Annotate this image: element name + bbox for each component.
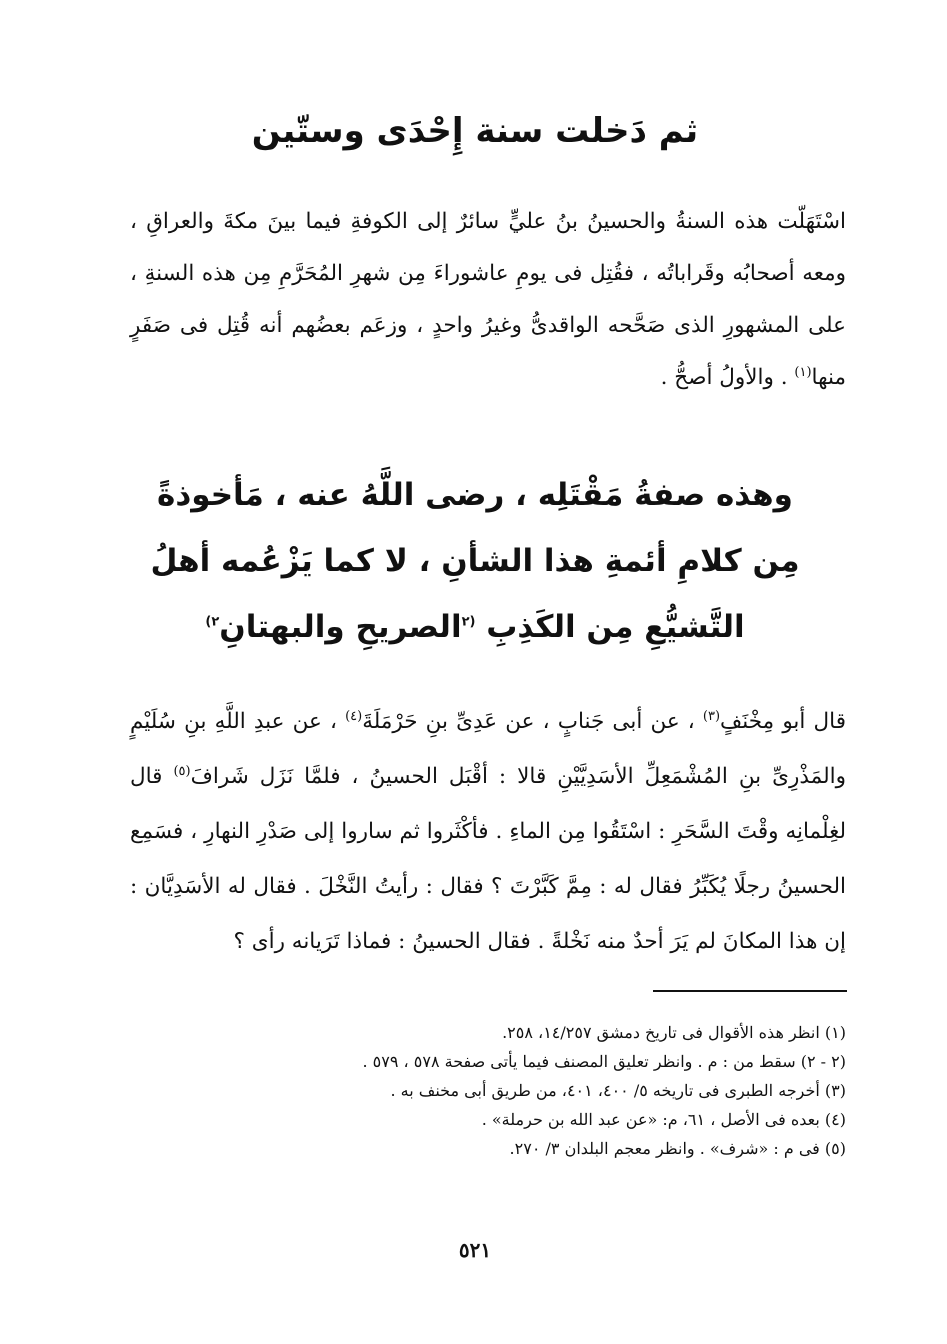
section-heading-line-3a: التَّشيُّعِ مِن الكَذِبِ xyxy=(475,609,745,645)
footnote-3: (٣) أخرجه الطبرى فى تاريخه ٥/ ٤٠٠، ٤٠١، من طريق أبى مخنف به . xyxy=(390,1081,846,1100)
footnote-ref-4: (٤) xyxy=(345,708,363,724)
section-heading-line-1: وهذه صفةُ مَقْتَلِه ، رضى اللَّهُ عنه ، مَأخوذةً xyxy=(157,477,793,513)
footnotes-list xyxy=(240,1018,846,1163)
footnote-ref-2-open: (٢ xyxy=(461,614,476,630)
section-heading-line-3b: الصريحِ والبهتانِ xyxy=(219,609,462,645)
footnote-4: (٤) بعده فى الأصل ، ٦١، م: «عن عبد الله بن حرملة» . xyxy=(481,1110,846,1129)
opening-paragraph xyxy=(130,196,846,404)
narration-part-c: ، عن عبدِ اللَّهِ بنِ سُلَيْمٍ والمَذْرِىِّ بنِ المُشْمَعِلِّ الأسَدِيَّيْنِ قالا : أقْبَل الحسينُ ، فلمَّا نَزَل شَرافَ xyxy=(130,709,846,789)
footnote-ref-3: (٣) xyxy=(702,708,721,724)
page-number: ٥٢١ xyxy=(458,1238,492,1262)
footnote-divider xyxy=(653,990,847,992)
opening-paragraph-text: اسْتَهَلّت هذه السنةُ والحسينُ بنُ عليٍّ سائرٌ إلى الكوفةِ فيما بينَ مكةَ والعراقِ ، ومعه أصحابُه وقَراباتُه ، فقُتِل فى يومِ عاشوراءَ مِن شهرِ المُحَرَّمِ مِن هذه السنةِ ، على المشهورِ الذى صَحَّحه الواقدىُّ وغيرُ واحدٍ ، وزعَم بعضُهم أنه قُتِل فى صَفَرٍ منها xyxy=(130,209,846,390)
narration-paragraph xyxy=(130,694,846,969)
footnote-ref-5: (٥) xyxy=(173,763,191,779)
year-heading: ثم دَخلت سنة إِحْدَى وستّين xyxy=(251,111,699,151)
narration-part-d: قال لغِلْمانِه وقْتَ السَّحَرِ : اسْتَقُوا مِن الماءِ . فأكْثَروا ثم ساروا إلى صَدْرِ النهارِ ، فسَمِع الحسينُ رجلًا يُكَبِّرُ فقال له : مِمَّ كَبَّرْتَ ؟ فقال : رأيتُ النَّخْلَ . فقال له الأسَدِيَّان : إن هذا المكانَ لم يَرَ أحدٌ منه نَخْلةً . فقال الحسينُ : فماذا تَرَيانه رأى ؟ xyxy=(130,764,846,954)
footnote-ref-1: (١) xyxy=(794,364,812,380)
footnote-5: (٥) فى م : «شرف» . وانظر معجم البلدان ٣/ ٢٧٠. xyxy=(509,1139,846,1158)
section-heading xyxy=(120,462,830,660)
opening-paragraph-end: . والأولُ أصحُّ . xyxy=(660,365,795,390)
footnote-ref-2-close: ٢) xyxy=(205,614,220,630)
narration-part-a: قال أبو مِخْنَفٍ xyxy=(720,709,846,734)
footnote-2: (٢ - ٢) سقط من : م . وانظر تعليق المصنف فيما يأتى صفحة ٥٧٨ ، ٥٧٩ . xyxy=(362,1052,846,1071)
section-heading-line-2: مِن كلامِ أئمةِ هذا الشأنِ ، لا كما يَزْعُمه أهلُ xyxy=(150,543,800,579)
footnote-1: (١) انظر هذه الأقوال فى تاريخ دمشق ١٤/٢٥٧، ٢٥٨. xyxy=(502,1023,846,1042)
narration-part-b: ، عن أبى جَنابٍ ، عن عَدِىِّ بنِ حَرْمَلَةَ xyxy=(362,709,703,734)
